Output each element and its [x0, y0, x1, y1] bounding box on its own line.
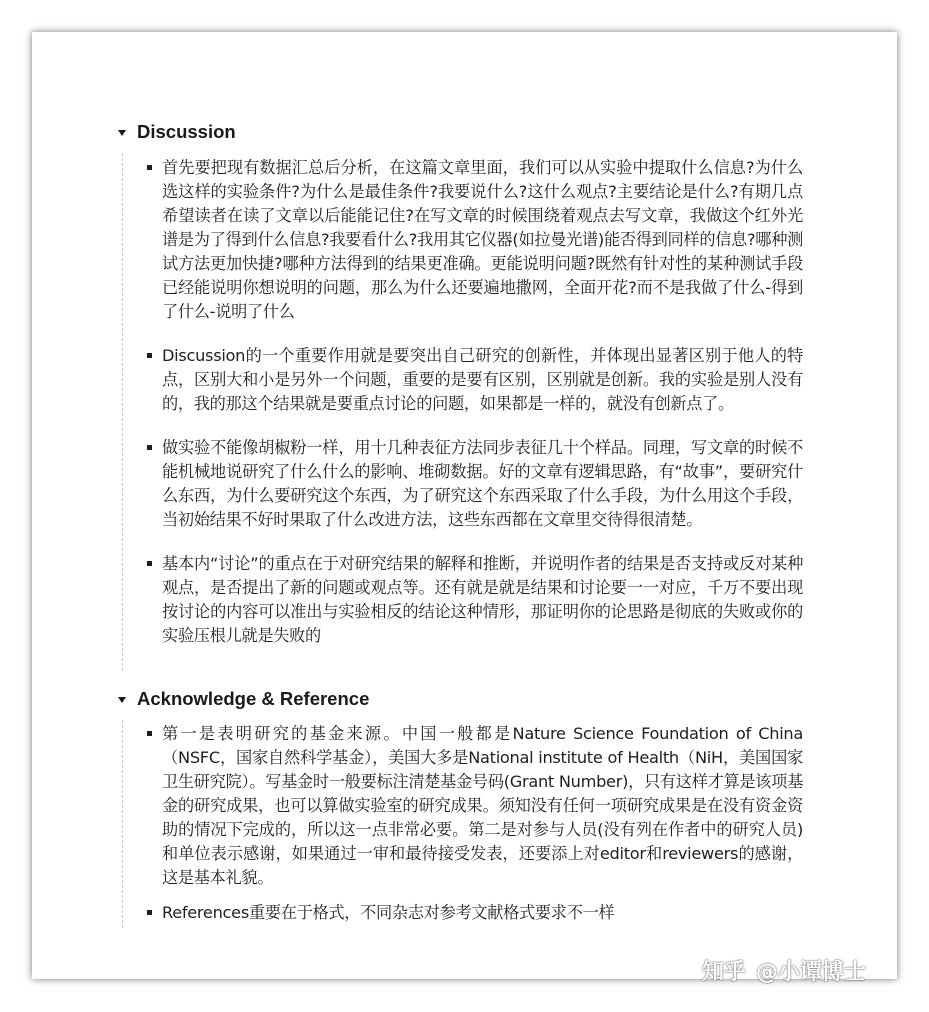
section-body-discussion	[122, 153, 803, 671]
caret-down-icon[interactable]	[118, 697, 126, 703]
list-item: 首先要把现有数据汇总后分析，在这篇文章里面，我们可以从实验中提取什么信息?为什么选这样的实验条件?为什么是最佳条件?我要说什么?这什么观点?主要结论是什么?有期几点希望读者在读了文章以后能能记住?在写文章的时候围绕着观点去写文章，我做这个红外光谱是为了得到什么信息?我要看什么?我用其它仪器(如拉曼光谱)能否得到同样的信息?哪种测试方法更加快捷?哪种方法得到的结果更准确。更能说明问题?既然有针对性的某种测试手段已经能说明你想说明的问题，那么为什么还要遍地撒网，全面开花?而不是我做了什么-得到了什么-说明了什么	[146, 156, 803, 324]
section-heading-label: Discussion	[137, 121, 236, 142]
section-heading-acknowledge-reference[interactable]	[118, 688, 369, 710]
caret-down-icon[interactable]	[118, 130, 126, 136]
list-item: 第一是表明研究的基金来源。中国一般都是Nature Science Foundation of China（NSFC，国家自然科学基金），美国大多是National institute of Health（NiH，美国国家卫生研究院）。写基金时一般要标注清楚基金号码(Grant Number)，只有这样才算是该项基金的研究成果，也可以算做实验室的研究成果。须知没有任何一项研究成果是在没有资金资助的情况下完成的，所以这一点非常必要。第二是对参与人员(没有列在作者中的研究人员)和单位表示感谢，如果通过一审和最待接受发表，还要添上对editor和reviewers的感谢，这是基本礼貌。	[146, 722, 803, 890]
section-heading-discussion[interactable]	[118, 121, 236, 143]
document-page	[32, 32, 897, 979]
watermark-brand: 知乎	[702, 960, 747, 985]
list-item: 做实验不能像胡椒粉一样，用十几种表征方法同步表征几十个样品。同理，写文章的时候不能机械地说研究了什么什么的影响、堆砌数据。好的文章有逻辑思路，有“故事”，要研究什么东西，为什么要研究这个东西，为了研究这个东西采取了什么手段，为什么用这个手段，当初始结果不好时果取了什么改进方法，这些东西都在文章里交待得很清楚。	[146, 436, 803, 532]
list-item: References重要在于格式，不同杂志对参考文献格式要求不一样	[146, 901, 803, 925]
list-item: Discussion的一个重要作用就是要突出自己研究的创新性，并体现出显著区别于他人的特点，区别大和小是另外一个问题，重要的是要有区别，区别就是创新。我的实验是别人没有的，我的那这个结果就是要重点讨论的问题，如果都是一样的，就没有创新点了。	[146, 344, 803, 416]
list-item: 基本内“讨论”的重点在于对研究结果的解释和推断，并说明作者的结果是否支持或反对某种观点，是否提出了新的问题或观点等。还有就是就是结果和讨论要一一对应，千万不要出现按讨论的内容可以准出与实验相反的结论这种情形，那证明你的论思路是彻底的失败或你的实验压根儿就是失败的	[146, 552, 803, 648]
section-body-acknowledge-reference	[122, 720, 803, 928]
watermark-author: @小谭博士	[756, 960, 867, 985]
section-heading-label: Acknowledge & Reference	[137, 688, 370, 709]
watermark	[702, 955, 866, 986]
